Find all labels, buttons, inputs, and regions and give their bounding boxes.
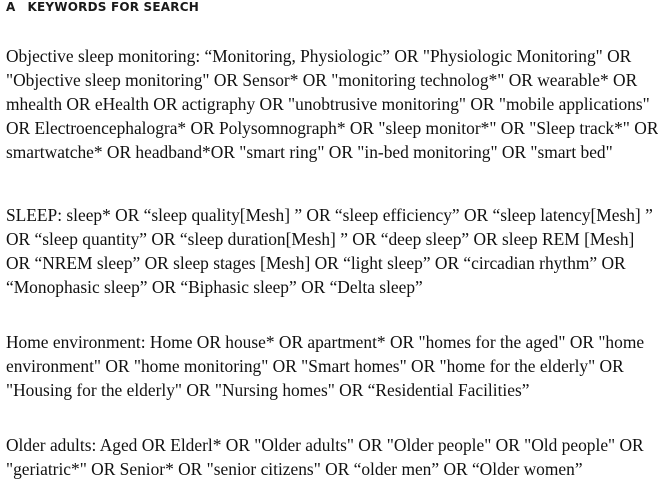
text-line: "Objective sleep monitoring" OR Sensor* OR "monitoring technolog*" OR wearable* OR [6, 70, 638, 90]
text-line: smartwatche* OR headband*OR "smart ring" OR "in-bed monitoring" OR "smart bed" [6, 142, 613, 162]
text-line: Home environment: Home OR house* OR apartment* OR "homes for the aged" OR "home [6, 332, 645, 352]
text-line: SLEEP: sleep* OR “sleep quality[Mesh] ” OR “sleep efficiency” OR “sleep latency[Mesh] ” [6, 205, 653, 225]
text-line: "geriatric*" OR Senior* OR "senior citizens" OR “older men” OR “Older women” [6, 459, 583, 479]
text-line: OR “sleep quantity” OR “sleep duration[Mesh] ” OR “deep sleep” OR sleep REM [Mesh] [6, 229, 635, 249]
text-line: mhealth OR eHealth OR actigraphy OR "unobtrusive monitoring" OR "mobile applications" [6, 94, 650, 114]
text-line: OR “NREM sleep” OR sleep stages [Mesh] OR “light sleep” OR “circadian rhythm” OR [6, 253, 626, 273]
objective-sleep-monitoring-keywords [6, 44, 658, 164]
text-line: environment" OR "home monitoring" OR "Smart homes" OR "home for the elderly" OR [6, 356, 624, 376]
section-title: KEYWORDS FOR SEARCH [27, 0, 199, 14]
text-line: "Housing for the elderly" OR "Nursing homes" OR “Residential Facilities” [6, 380, 530, 400]
older-adults-keywords [6, 433, 644, 481]
section-letter: A [6, 0, 16, 14]
home-environment-keywords [6, 330, 645, 402]
text-line: Older adults: Aged OR Elderl* OR "Older adults" OR "Older people" OR "Old people" OR [6, 435, 644, 455]
text-line: “Monophasic sleep” OR “Biphasic sleep” OR “Delta sleep” [6, 277, 423, 297]
text-line: Objective sleep monitoring: “Monitoring, Physiologic” OR "Physiologic Monitoring" OR [6, 46, 632, 66]
text-line: OR Electroencephalogra* OR Polysomnograph* OR "sleep monitor*" OR "Sleep track*" OR [6, 118, 658, 138]
sleep-keywords [6, 203, 653, 299]
section-heading [6, 0, 497, 14]
